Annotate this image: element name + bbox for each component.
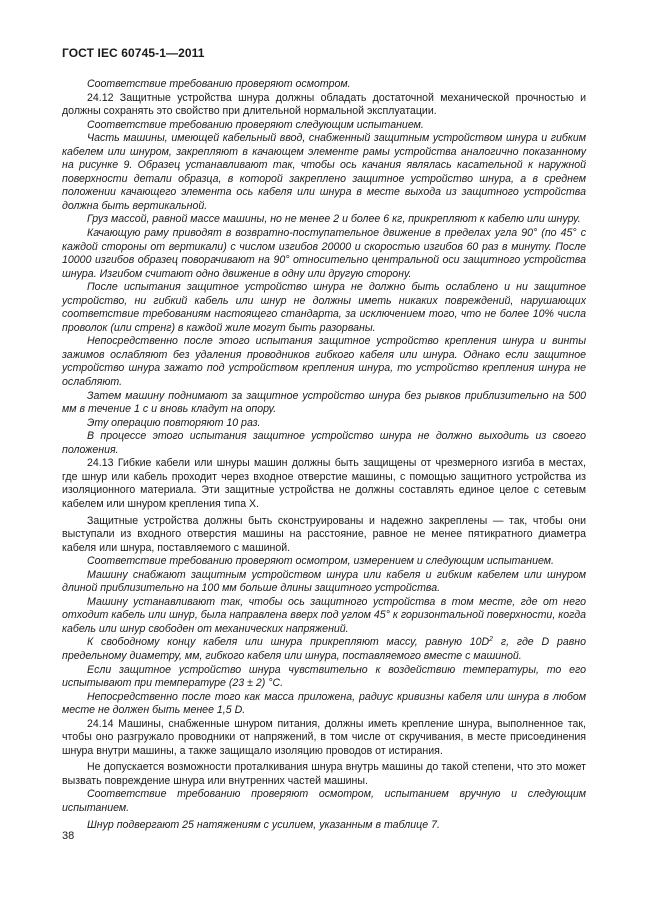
paragraph: Груз массой, равной массе машины, но не менее 2 и более 6 кг, прикрепляют к кабелю или шнуру. (87, 213, 581, 226)
paragraph: 24.14 Машины, снабженные шнуром питания, должны иметь крепление шнура, выполненное так, чтобы оно разгружало проводники от напряжений, в том числе от скручивания, в месте присоединения шнура внутри машины, а также защищало изоляцию проводов от истирания. (62, 717, 586, 757)
paragraph: В процессе этого испытания защитное устройство шнура не должно выходить из своего положения. (62, 430, 586, 456)
paragraph: После испытания защитное устройство шнура не должно быть ослаблено и ни защитное устройство, ни гибкий кабель или шнур не должны иметь никаких повреждений, нарушающих соответствие требованиям настоящего стандарта, за исключением того, что не более 10% числа проволок (или стренг) в каждой жиле могут быть разорваны. (62, 281, 586, 334)
paragraph: Соответствие требованию проверяют осмотром. (87, 78, 351, 90)
paragraph: Машину устанавливают так, чтобы ось защитного устройства в том месте, где от него отходит кабель или шнур, была направлена вверх под углом 45° к горизонтальной поверхности, когда кабель или шнур свободен от механических напряжений. (62, 595, 586, 635)
paragraph: Защитные устройства должны быть сконструированы и надежно закреплены — так, чтобы они выступали из входного отверстия машины на расстояние, равное не менее пятикратного диаметра кабеля или шнура, поставляемого с машиной. (62, 514, 586, 554)
paragraph: Качающую раму приводят в возвратно-поступательное движение в пределах угла 90° (по 45° с каждой стороны от вертикали) с числом изгибов 20000 и скоростью изгибов 60 раз в минуту. После 10000 изгибов образец поворачивают на 90° относительно центральной оси защитного устройства шнура. Изгибом считают одно движение в одну или другую сторону. (62, 227, 586, 280)
paragraph: Шнур подвергают 25 натяжениям с усилием, указанным в таблице 7. (87, 818, 440, 831)
paragraph: Эту операцию повторяют 10 раз. (87, 416, 261, 429)
paragraph: Машину снабжают защитным устройством шнура или кабеля и гибким кабелем или шнуром длиной приблизительно на 100 мм больше длины защитного устройства. (62, 568, 586, 595)
paragraph: Затем машину поднимают за защитное устройство шнура без рывков приблизительно на 500 мм в течение 1 с и вновь кладут на опору. (62, 389, 586, 416)
paragraph: 24.12 Защитные устройства шнура должны обладать достаточной механической прочностью и должны сохранять это свойство при длительной нормальной эксплуатации. (62, 91, 586, 118)
paragraph-text: К свободному концу кабеля или шнура прикрепляют массу, равную 10D (87, 636, 490, 649)
paragraph: Не допускается возможности проталкивания шнура внутрь машины до такой степени, что это может вызвать повреждение шнура или внутренних частей машины. (62, 761, 586, 787)
paragraph: Соответствие требованию проверяют осмотром, измерением и следующим испытанием. (87, 555, 554, 568)
page-number: 38 (62, 830, 75, 842)
paragraph-text: г, где D равно предельному диаметру, мм, гибкого кабеля или шнура, поставляемого вместе с машиной. (62, 636, 586, 662)
superscript: 2 (489, 636, 494, 644)
paragraph: Непосредственно после этого испытания защитное устройство крепления шнура и винты зажимов ослабляют без удаления проводников гибкого кабеля или шнура. Однако если защитное устройство шнура зажато под устройством крепления шнура, то устройство крепления шнура не ослабляют. (62, 335, 586, 389)
paragraph: Соответствие требованию проверяют осмотром, испытанием вручную и следующим испытанием. (62, 788, 586, 814)
paragraph (62, 636, 586, 663)
standard-header: ГОСТ IEC 60745-1—2011 (62, 46, 205, 60)
paragraph: Часть машины, имеющей кабельный ввод, снабженный защитным устройством шнура и гибким кабелем или шнуром, закрепляют в качающем элементе рамы устройства аналогично показанному на рисунке 9. Образец устанавливают так, чтобы ось качания являлась касательной к наружной поверхности детали образца, в которой закреплено защитное устройство шнура, а в среднем положении качающего элемента ось кабеля или шнура в месте выхода из защитного устройства должна быть вертикальной. (62, 132, 586, 212)
paragraph: 24.13 Гибкие кабели или шнуры машин должны быть защищены от чрезмерного изгиба в местах, где шнур или кабель проходит через входное отверстие машины, с помощью защитного устройства из изоляционного материала. Эти защитные устройства не должны составлять единое целое с сетевым кабелем или шнуром крепления типа X. (62, 457, 586, 510)
paragraph: Соответствие требованию проверяют следующим испытанием. (87, 118, 424, 131)
paragraph: Если защитное устройство шнура чувствительно к воздействию температуры, то его испытывают при температуре (23 ± 2) °С. (62, 663, 586, 690)
body-text (62, 78, 586, 832)
paragraph: Непосредственно после того как масса приложена, радиус кривизны кабеля или шнура в любом месте не должен быть менее 1,5 D. (62, 690, 586, 717)
